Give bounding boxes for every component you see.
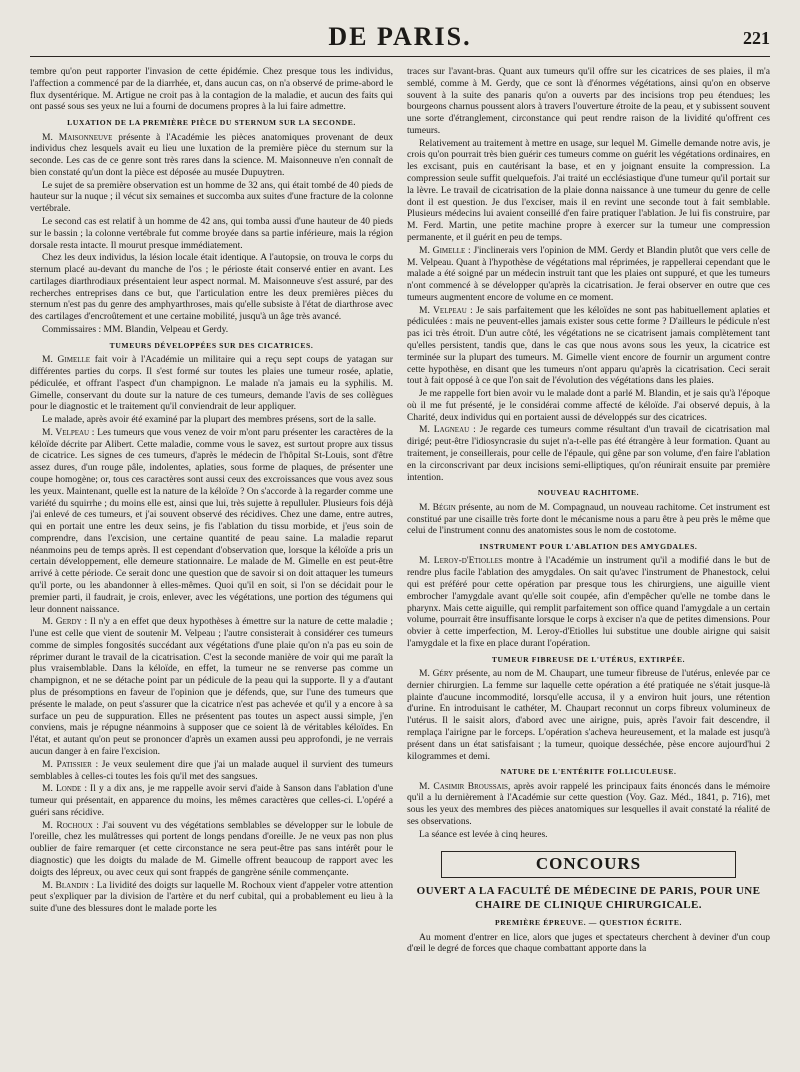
speaker-name: M. Rochoux [42,819,93,831]
paragraph-text: La séance est levée à cinq heures. [419,828,548,840]
concours-heading: CONCOURS [441,851,736,878]
paragraph-text: : Les tumeurs que vous venez de voir m'ont paru présenter les caractères de la kéloïde décrite par Alibert. Cette maladie, comme vous le savez, est surtout propre aux tissus de cicatrice. Les signes de ces tumeurs, d'après le médecin de l'hôpital St-Louis, sont d'être assez dures, d'un rouge pâle, indolentes, aplaties, sous forme de plaques, de présenter une coupe homogène; or, tous ces caractères sont aussi ceux des excroissances que vous avez sous les yeux. Maintenant, quelle est la nature de la kéloïde ? On s'accorde à la regarder comme une variété du squirrhe ; du moins elle est, ainsi que lui, très sujette à repulluler. Plusieurs fois déjà j'ai enlevé de ces tumeurs, et j'ai souvent observé des récidives. Chez une dame, entre autres, qui en portait une entre les deux seins, je fis l'ablation du tissu morbide, et j'eus soin de comprendre, dans l'excision, une certaine quantité de peau saine. La maladie reparut néanmoins peu de temps après. Il est cependant d'observation que, lorsque la kéloïde a pris un certain développement, elle demeure stationnaire. Le malade de M. Gimelle en est peut-être arrivé à cette période. Ce serait donc une question que de savoir si on doit attaquer les tumeurs qu'il porte, ou les abandonner à elles-mêmes. Quoi qu'il en soit, si l'on se décidait pour le premier parti, il faudrait, je crois, enlever, avec les végétations, une portion des tégumens qui leur donnent naissance. [30,426,393,615]
paragraph-text: , après avoir rappelé les principaux faits énoncés dans le mémoire qu'il a lu dernièrement à l'Académie sur cette question (Voy. Gaz. Méd., 1841, p. 716), met sous les yeux des membres des pièces anatomiques sur lesquelles il avait constaté la réalité de ses observations. [407,780,770,828]
speaker-name: M. Gimelle [42,354,91,366]
paragraph [407,829,770,841]
section-heading: TUMEUR FIBREUSE DE L'UTÉRUS, EXTIRPÉE. [491,654,686,664]
paragraph [407,502,770,537]
speaker-name: M. Velpeau [419,304,467,316]
paragraph [407,245,770,304]
masthead [30,22,770,57]
paragraph-text: traces sur l'avant-bras. Quant aux tumeurs qu'il offre sur les cicatrices de ses plaies, il m'a semblé, comme à M. Gerdy, que ce sont là d'énormes végétations, ainsi qu'on en observe souvent à la suite des panaris qu'on a ouverts par des incisions trop peu étendues; les bourgeons charnus poussent alors à travers l'ouverture étroite de la peau, et y subissent souvent une sorte d'étranglement, circonstance qui peut rendre raison de la lividité qu'offrent ces tumeurs. [407,66,770,136]
paragraph [30,252,393,323]
paragraph [407,388,770,423]
paragraph-text: présente, au nom de M. Chaupart, une tumeur fibreuse de l'utérus, enlevée par ce dernier chirurgien. La femme sur laquelle cette opération a été pratiquée ne s'était jusque-là plainte d'aucune incommodité, lorsqu'elle accusa, il y a environ huit jours, une rétention d'urine. En introduisant le cathéter, M. Chaupart reconnut un corps fibreux volumineux de l'utérus. Il le saisit alors, d'abord avec une airigne, puis, après l'avoir fait descendre, il remplaça l'airigne par le forceps. L'opération s'acheva heureusement, et la malade est jusqu'à présent dans un état satisfaisant ; la tumeur, quoique desséchée, pèse encore aujourd'hui 2 kilogrammes et demi. [407,668,770,762]
speaker-name: M. Londe [42,783,82,795]
paragraph-text: Je me rappelle fort bien avoir vu le malade dont a parlé M. Blandin, et je sais qu'à l'époque où il me fut présenté, je le considérai comme affecté de kéloïde. J'ai observé depuis, à la Charité, deux individus qui en portaient aussi de développés sur des cicatrices. [407,388,770,423]
paragraph-text: tembre qu'on peut rapporter l'invasion de cette épidémie. Chez presque tous les individus, l'affection a commencé par de la diarrhée, et, dans aucun cas, on n'a observé de prime-abord le flux dysentérique. M. Artigue ne croit pas à la contagion de la maladie, et aucun des faits qui ont passé sous ses yeux ne lui a fourni de documens propres à la lui faire admettre. [30,66,393,113]
paragraph [30,132,393,179]
concours-subheading: OUVERT A LA FACULTÉ DE MÉDECINE DE PARIS, POUR UNE CHAIRE DE CLINIQUE CHIRURGICALE. [416,884,761,912]
paragraph-text: Commissaires : MM. Blandin, Velpeau et Gerdy. [42,324,229,335]
paragraph-text: : J'inclinerais vers l'opinion de MM. Gerdy et Blandin plutôt que vers celle de M. Velpeau. Quant à l'hypothèse de végétations mal réprimées, je rappellerai cependant que le malade a été soigné par un médecin instruit tant que les plaies ont suppuré, et que les tumeurs n'ont commencé à se développer qu'après la cicatrisation. Je ferai observer en outre que ces tumeurs augmentent encore de volume en ce moment. [407,244,770,303]
speaker-name: M. Leroy-d'Etiolles [419,555,503,567]
paragraph [407,424,770,483]
paragraph [407,555,770,649]
paragraph [407,66,770,137]
paragraph-text: Le second cas est relatif à un homme de 42 ans, qui tomba aussi d'une hauteur de 40 pieds sur le bassin ; la colonne vertébrale fut comme broyée dans sa partie inférieure, mais la région dorsale resta intacte. Il mourut presque immédiatement. [30,215,393,251]
paragraph-text: : Je regarde ces tumeurs comme résultant d'un travail de cicatrisation mal dirigé; peut-être l'idiosyncrasie du sujet n'a-t-elle pas été étrangère à leur formation. Quant au traitement, je conseillerais, pour celle de l'épaule, qui gêne par son volume, d'en faire l'ablation en la circonscrivant par deux incisions semi-elliptiques, qu'on réunirait ensuite par première intention. [407,424,770,483]
speaker-name: M. Géry [419,668,454,680]
paragraph [30,427,393,616]
paragraph-text: Le sujet de sa première observation est un homme de 32 ans, qui était tombé de 40 pieds de hauteur sur la nuque ; il vécut six semaines et succomba aux suites d'une fracture de la colonne vertébrale. [30,179,393,215]
paragraph [407,932,770,956]
paragraph [30,783,393,818]
section-heading: PREMIÈRE ÉPREUVE. — QUESTION ÉCRITE. [494,918,682,928]
paragraph-text: : La lividité des doigts sur laquelle M. Rochoux vient d'appeler votre attention peut s'expliquer par la division de l'artère et du nerf cubital, qui a probablement eu lieu à la suite d'une des blessures dont le malade porte les [30,879,393,915]
speaker-name: M. Patissier [42,758,92,770]
paragraph-text: : Il n'y a en effet que deux hypothèses à émettre sur la nature de cette maladie ; l'une est celle que vient de soutenir M. Velpeau ; l'autre consisterait à considérer ces tumeurs comme de simples fongosités succédant aux végétations d'une plaie qu'on n'a pas eu soin de réprimer durant le travail de la cicatrisation. C'est la seconde manière de voir qui me paraît la plus vraisemblable. Dans la kéloïde, en effet, la tumeur ne se renverse pas comme un champignon, et ne se détache point par un pédicule de la peau qui la supporte. Il y a d'autant plus de présomptions en faveur de l'opinion que je défends, que, sur l'une des tumeurs que présente le malade, on peut s'assurer que la cicatrice n'est pas achevée et qu'il y a encore à sa surface un peu de suppuration. Elles ne présentent pas toutes un aspect aussi simple, j'en conviens, mais je répugne néanmoins à supposer que ce soient là de véritables kéloïdes. En l'état, et autant qu'on peut se prononcer d'après un examen aussi peu approfondi, je ne verrais aucun danger à en faire l'excision. [30,616,393,757]
paragraph-text: Relativement au traitement à mettre en usage, sur lequel M. Gimelle demande notre avis, je crois qu'on pourrait très bien guérir ces tumeurs comme on guérit les végétations ordinaires, en les excisant, puis en cautérisant la base, et en y joignant ensuite la compression. La compression seule suffit quelquefois. J'ai traité un ecclésiastique d'une tumeur qu'il portait sur la lèvre. Le travail de cicatrisation de la plaie donna naissance à une tumeur du genre de celle dont il est question. Je dus l'exciser, mais il en revint une seconde tout à fait semblable. Plusieurs médecins lui avaient conseillé d'en faire pratiquer l'ablation. Je lui fis construire, par M. Ferd. Martin, une petite machine propre à exercer sur la tumeur une compression permanente, et il guérit en peu de temps. [407,137,770,243]
paragraph [30,616,393,757]
right-column [407,66,770,1052]
paragraph-text: : Je sais parfaitement que les kéloïdes ne sont pas habituellement aplaties et pédiculées : mais ne peuvent-elles jamais exister sous cette forme ? D'ailleurs le pédicule n'est pas ici très étroit. D'un autre côté, les végétations ne se cicatrisent jamais complètement tant qu'elles persistent, tandis que, dans le cas que nous avons sous les yeux, la cicatrice est terminée sur la plupart des tumeurs. M. Gimelle vient encore de fournir un argument contre cette hypothèse, en disant que les tumeurs n'ont apparu qu'après la cicatrisation. Ceci serait tout à fait opposé à ce que l'on sait de l'évolution des végétations dans les plaies. [407,304,770,387]
paragraph [30,880,393,915]
speaker-name: M. Gerdy [42,616,82,628]
paragraph [30,66,393,113]
paragraph [30,354,393,413]
paragraph [30,820,393,879]
speaker-name: M. Velpeau [42,426,90,438]
paragraph-text: montre à l'Académie un instrument qu'il a modifié dans le but de rendre plus facile l'ablation des amygdales. On sait qu'avec l'instrument de Phanestock, celui qui est préféré pour cette opération par presque tous les chirurgiens, une aiguille vient embrocher l'amygdale avant qu'elle soit coupée, afin d'empêcher qu'elle ne tombe dans le pharynx. Mais cette aiguille, qui remplit parfaitement son office quand l'amygdale a un certain volume, pourrait être insuffisante lorsque le corps à exciser n'a que de petites dimensions. Pour obvier à cette imperfection, M. Leroy-d'Etiolles lui substitue une double airigne qui saisit l'amygdale et la fixe en place durant l'opération. [407,555,770,649]
speaker-name: M. Casimir Broussais [419,780,508,792]
left-column [30,66,393,1052]
section-heading: TUMEURS DÉVELOPPÉES SUR DES CICATRICES. [109,340,314,350]
speaker-name: M. Lagneau [419,424,470,436]
paragraph-text: Le malade, après avoir été examiné par la plupart des membres présens, sort de la salle. [42,414,377,426]
paragraph-text: fait voir à l'Académie un militaire qui a reçu sept coups de yatagan sur différentes parties du corps. Il s'est formé sur toutes les plaies une tumeur rosée, aplatie, pédiculée, et offrant l'aspect d'un champignon. Le malade n'a jamais eu la syphilis. M. Gimelle, conservant du doute sur la nature de ces tumeurs, demande l'avis de ses collègues pour le diagnostic et le traitement qu'il conviendrait de leur appliquer. [30,354,393,413]
speaker-name: M. Bégin [419,501,456,513]
section-heading: INSTRUMENT POUR L'ABLATION DES AMYGDALES. [479,542,698,552]
paragraph [407,305,770,387]
section-heading: LUXATION DE LA PREMIÈRE PIÈCE DU STERNUM SUR LA SECONDE. [67,118,356,128]
text-columns [30,66,770,1052]
speaker-name: M. Gimelle [419,244,466,256]
paragraph [30,414,393,426]
paragraph [30,324,393,336]
paragraph-text: : Je veux seulement dire que j'ai un malade auquel il survient des tumeurs semblables à celles-ci toutes les fois qu'il met des sangsues. [30,758,393,782]
paragraph [407,668,770,762]
paragraph-text: : J'ai souvent vu des végétations semblables se développer sur le lobule de l'oreille, chez les mulâtresses qui portent de longs pendans d'oreille. Je ne veux pas non plus oublier de faire remarquer (et cette circonstance ne sera peut-être pas sans intérêt pour le diagnostic) que les doigts du malade de M. Gimelle offrent beaucoup de rapport avec les doigts des lépreux, ou avec ceux qui sont frappés de gangrène sénile commençante. [30,819,393,878]
paragraph [407,781,770,828]
speaker-name: M. Blandin [42,879,89,891]
paragraph [30,759,393,783]
paragraph [407,138,770,244]
section-heading: NOUVEAU RACHITOME. [537,488,640,498]
section-heading: NATURE DE L'ENTÉRITE FOLLICULEUSE. [500,767,677,777]
paragraph-text: présente, au nom de M. Compagnaud, un nouveau rachitome. Cet instrument est constitué par une cisaille très forte dont le mécanisme nous a paru être à peu près le même que celui de l'instrument connu des anatomistes sous le nom de costotome. [407,501,770,537]
paragraph-text: : Il y a dix ans, je me rappelle avoir servi d'aide à Sanson dans l'ablation d'une tumeur qui présentait, en apparence du moins, les mêmes caractères que celles-ci. L'opéré a guéri sans récidive. [30,783,393,818]
paragraph-text: Chez les deux individus, la lésion locale était identique. A l'autopsie, on trouva le corps du sternum placé au-devant du manche de l'os ; le périoste était conservé entier en avant. Les cartilages diarthrodiaux présentaient leur aspect normal. M. Maisonneuve s'est assuré, par des recherches entreprises dans ce but, que l'articulation entre les deux premières pièces du sternum n'est pas du genre des amphyarthroses, mais qu'elle subsiste à l'état de diarthrose avec des cartilages d'encroûtement et une certaine mobilité, jusqu'à un âge très avancé. [30,252,393,323]
page-title: DE PARIS. [328,22,472,51]
page-number: 221 [743,28,770,48]
paragraph-text: Au moment d'entrer en lice, alors que juges et spectateurs cherchent à deviner d'un coup d'œil le degré de forces que chaque combattant apporte dans la [407,931,770,955]
speaker-name: M. Maisonneuve [42,131,113,143]
paragraph [30,216,393,251]
paragraph [30,180,393,215]
paragraph-text: présente à l'Académie les pièces anatomiques provenant de deux individus chez lesquels avait eu lieu une luxation de la première pièce du sternum sur la seconde. Les cas de ce genre sont très rares dans la science. M. Maisonneuve n'en connaît de bien constaté qu'un dont la pièce est déposée au musée Dupuytren. [30,131,393,178]
